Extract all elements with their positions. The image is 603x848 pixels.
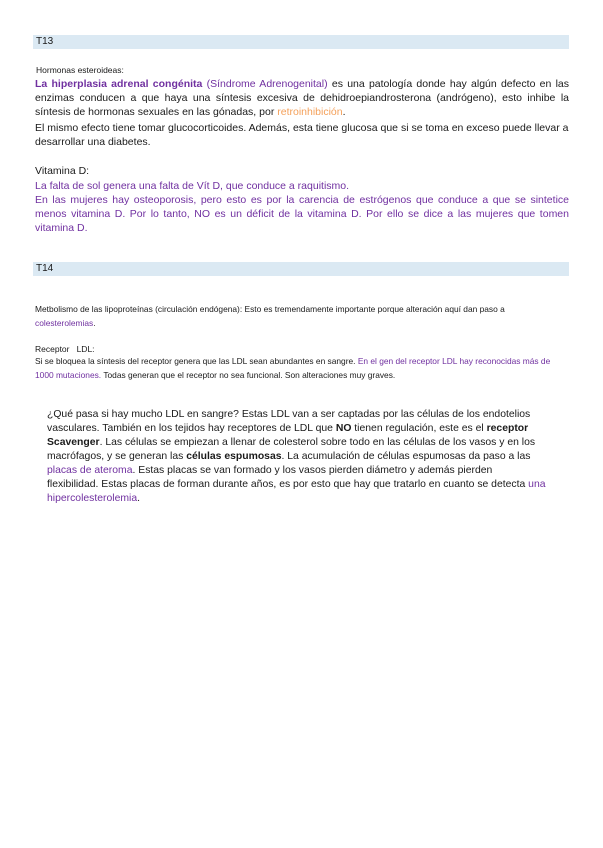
hipercolesterolemia-term: una hipercolesterolemia — [47, 479, 546, 504]
ldl-text-e: . Estas placas se van formado y los vasos pierden diámetro y además pierden flexibilidad. Estas placas de forman durante años, es por esto que hay que tratarlo en cuanto se detecta — [47, 465, 526, 490]
hiperplasia-term: La hiperplasia adrenal congénita — [35, 78, 203, 90]
no-term: NO — [335, 423, 352, 434]
ldl-text-a: ¿Qué pasa si hay mucho LDL en sangre? Estas LDL van a ser captadas por las células de los endotelios vasculares. También en los tejidos hay receptores de LDL que — [47, 409, 531, 434]
mutaciones-text: En el gen del receptor LDL hay reconocidas más de 1000 mutaciones. — [35, 356, 551, 380]
ldl-text-d: . La acumulación de células espumosas da paso a las — [281, 451, 531, 462]
sindrome-term: (Síndrome Adrenogenital) — [206, 78, 328, 90]
celulas-espumosas-term: células espumosas — [186, 451, 282, 462]
period: . — [137, 493, 140, 504]
vitamina-paragraph-1: La falta de sol genera una falta de Vít D, que conduce a raquitismo. — [35, 180, 350, 192]
metabolismo-paragraph — [35, 303, 567, 330]
receptor-heading: Receptor LDL: — [35, 344, 95, 354]
section-title-t14: T14 — [36, 263, 54, 274]
hormonas-heading: Hormonas esteroideas: — [36, 65, 124, 75]
hiperplasia-text: es una patología donde hay algún defecto en las enzimas conducen a que haya una síntesis excesiva de dehidroepiandrosterona (andrógeno), esto inhibe la síntesis de hormonas sexuales en las gónadas, por — [35, 78, 569, 119]
ldl-text-c: . Las células se empiezan a llenar de colesterol sobre todo en las células de los vasos y en los macrófagos, y se generan las — [47, 437, 536, 462]
retroinhibicion-term: retroinhibición — [277, 106, 343, 119]
period: . — [342, 106, 346, 119]
hiperplasia-paragraph — [35, 77, 569, 120]
metabolismo-text: Metbolismo de las lipoproteínas (circulación endógena): Esto es tremendamente importante porque alteración aquí dan paso a — [35, 304, 505, 314]
vitamina-heading: Vitamina D: — [35, 165, 90, 177]
section-header-t14 — [33, 262, 569, 276]
period: . — [93, 317, 96, 328]
placas-ateroma-term: placas de ateroma — [47, 465, 133, 476]
receptor-end-text: Todas generan que el receptor no sea funcional. Son alteraciones muy graves. — [103, 369, 396, 380]
receptor-text: Si se bloquea la síntesis del receptor genera que las LDL sean abundantes en sangre. — [35, 356, 356, 366]
section-header-t13 — [33, 35, 569, 49]
receptor-paragraph — [35, 355, 569, 382]
glucocorticoides-paragraph: El mismo efecto tiene tomar glucocorticoides. Además, esta tiene glucosa que si se toma en exceso puede llevar a desarrollar una diabetes. — [35, 122, 569, 149]
colesterolemias-term: colesterolemias — [35, 317, 94, 328]
ldl-text-b: tienen regulación, este es el — [354, 423, 484, 434]
section-title-t13: T13 — [36, 36, 54, 47]
receptor-scavenger-term: receptor Scavenger — [47, 423, 529, 448]
ldl-paragraph — [47, 408, 546, 506]
vitamina-paragraph-2: En las mujeres hay osteoporosis, pero esto es por la carencia de estrógenos que conduce a que se sintetice menos vitamina D. Por lo tanto, NO es un déficit de la vitamina D. Por ello se dice a las mujeres que tomen vitamina D. — [35, 194, 569, 235]
